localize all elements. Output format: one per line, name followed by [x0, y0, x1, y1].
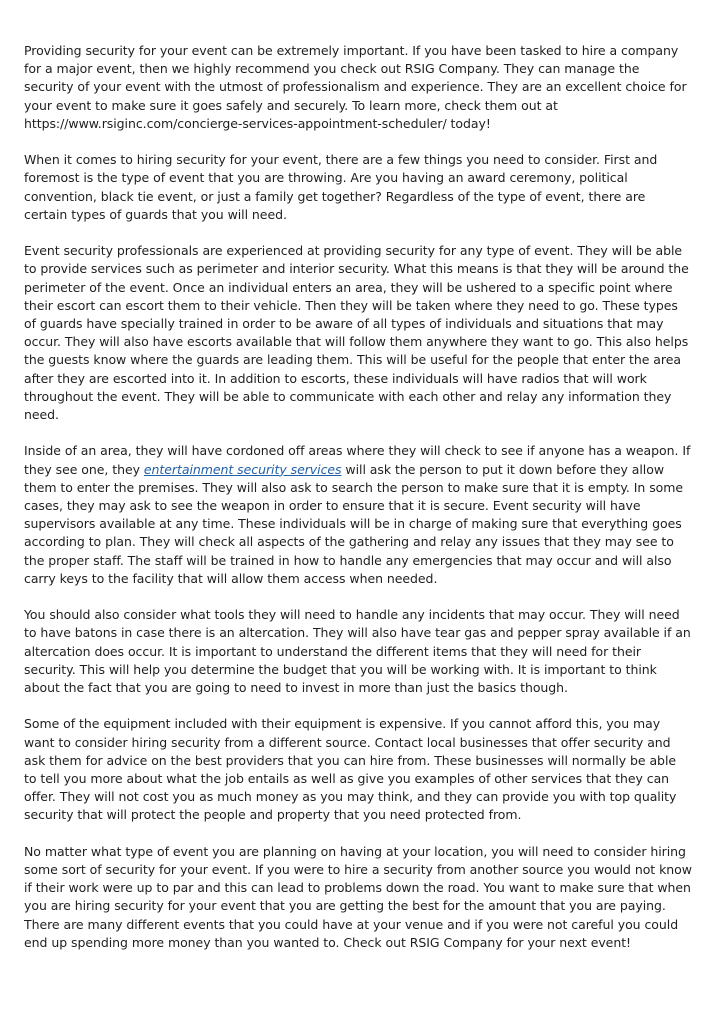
paragraph-intro: Providing security for your event can be extremely important. If you have been tasked to hire a company for a major event, then we highly recommend you check out RSIG Company. They can manage the security of your event with the utmost of professionalism and experience. They are an excellent choice for your event to make sure it goes safely and securely. To learn more, check them out at https://www.rsiginc.com/concierge-services-appointment-scheduler/ today! — [24, 43, 687, 131]
paragraph-professionals: Event security professionals are experienced at providing security for any type of event. They will be able to provide services such as perimeter and interior security. What this means is that they will be around the perimeter of the event. Once an individual enters an area, they will be ushered to a specific point where their escort can escort them to their vehicle. Then they will be taken where they need to go. These types of guards have specially trained in order to be aware of all types of individuals and situations that may occur. They will also have escorts available that will follow them anywhere they want to go. This also helps the guests know where the guards are leading them. This will be useful for the people that enter the area after they are escorted into it. In addition to escorts, these individuals will have radios that will work throughout the event. They will be able to communicate with each other and relay any information they need. — [24, 243, 689, 423]
paragraph-weapon-checks — [24, 442, 692, 588]
paragraph-tools: You should also consider what tools they will need to handle any incidents that may occur. They will need to have batons in case there is an altercation. They will also have tear gas and pepper spray available if an altercation does occur. It is important to understand the different items that they will need for their security. This will help you determine the budget that you will be working with. It is important to think about the fact that you are going to need to invest in more than just the basics though. — [24, 607, 691, 696]
paragraph-weapon-checks-text-after: will ask the person to put it down before they allow them to enter the premises. They will also ask to search the person to make sure that it is empty. In some cases, they may ask to see the weapon in order to ensure that it is secure. Event security will have supervisors available at any time. These individuals will be in charge of making sure that everything goes according to plan. They will check all aspects of the gathering and relay any issues that they may see to the proper staff. The staff will be trained in how to handle any emergencies that may occur and will also carry keys to the facility that will allow them access when needed. — [24, 461, 684, 586]
entertainment-security-services-link[interactable]: entertainment security services — [143, 461, 342, 477]
paragraph-weapon-checks-text-before: Inside of an area, they will have cordoned off areas where they will check to see if anyone has a weapon. If they see one, they — [24, 443, 691, 477]
paragraph-conclusion: No matter what type of event you are planning on having at your location, you will need to consider hiring some sort of security for your event. If you were to hire a security from another source you would not know if their work were up to par and this can lead to problems down the road. You want to make sure that when you are hiring security for your event that you are getting the best for the amount that you are paying. There are many different events that you could have at your venue and if you were not careful you could end up spending more money than you wanted to. Check out RSIG Company for your next event! — [24, 843, 692, 950]
paragraph-equipment: Some of the equipment included with their equipment is expensive. If you cannot afford this, you may want to consider hiring security from a different source. Contact local businesses that offer security and ask them for advice on the best providers that you can hire from. These businesses will normally be able to tell you more about what the job entails as well as give you examples of other services that they can offer. They will not cost you as much money as you may think, and they can provide you with top quality security that will protect the people and property that you need protected from. — [24, 716, 677, 823]
paragraph-considerations: When it comes to hiring security for your event, there are a few things you need to consider. First and foremost is the type of event that you are throwing. Are you having an award ceremony, political convention, black tie event, or just a family get together? Regardless of the type of event, there are certain types of guards that you will need. — [24, 152, 658, 222]
